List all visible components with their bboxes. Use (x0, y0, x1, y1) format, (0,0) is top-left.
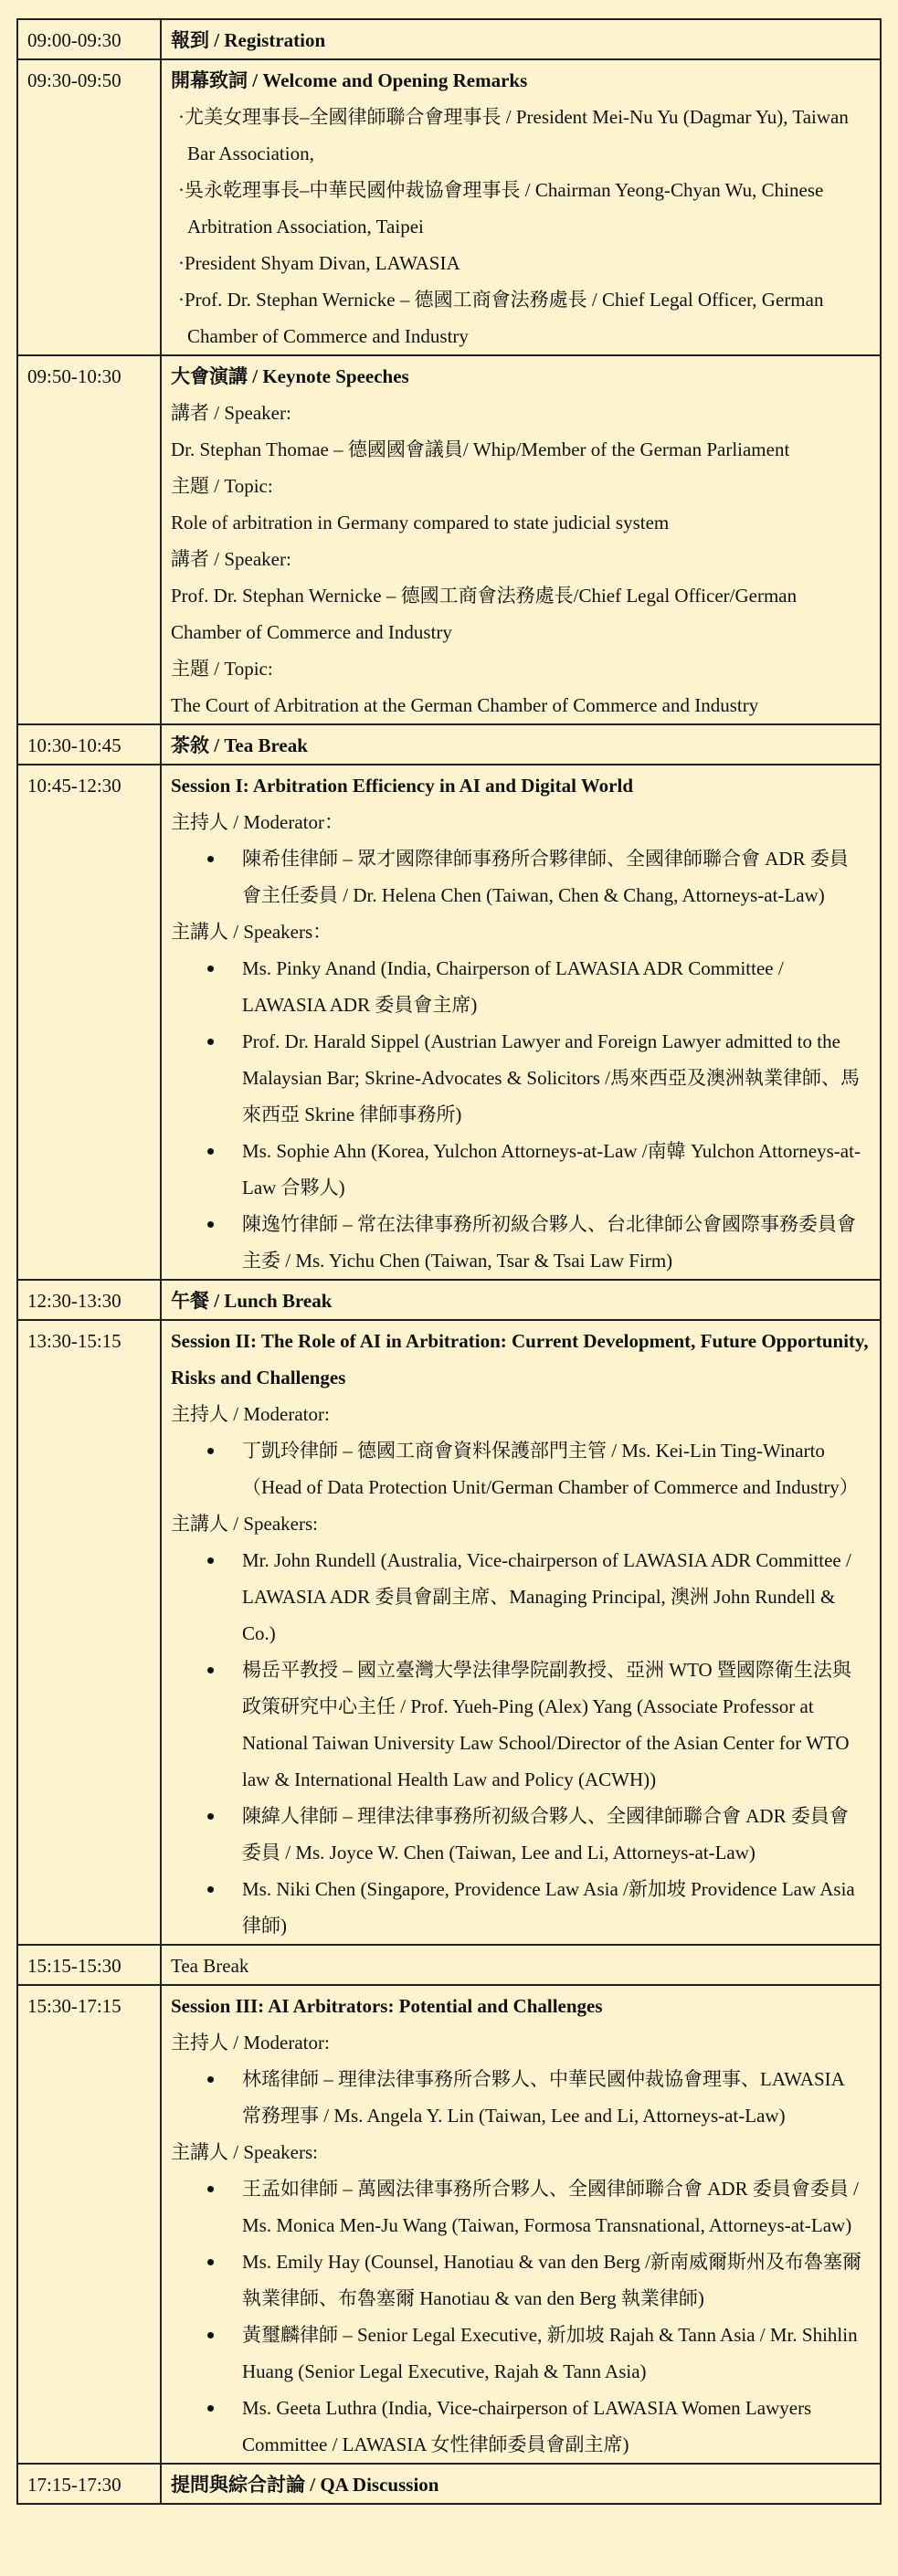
speaker-item: 王孟如律師 – 萬國法律事務所合夥人、全國律師聯合會 ADR 委員會委員 / Ms. Monica Men-Ju Wang (Taiwan, Formosa Transnational, Attorneys-at-Law) (242, 2170, 871, 2243)
speaker-item: Ms. Geeta Luthra (India, Vice-chairperson of LAWASIA Women Lawyers Committee / LAWASIA 女性律師委員會副主席) (242, 2390, 871, 2463)
session-details (161, 1945, 881, 1985)
speaker-item: 楊岳平教授 – 國立臺灣大學法律學院副教授、亞洲 WTO 暨國際衛生法與政策研究中心主任 / Prof. Yueh-Ping (Alex) Yang (Associate Professor at National Taiwan University Law School/Director of the Asian Center for WTO law & International Health Law and Policy (ACWH)) (242, 1652, 871, 1798)
speaker-item: Ms. Pinky Anand (India, Chairperson of LAWASIA ADR Committee / LAWASIA ADR 委員會主席) (242, 950, 871, 1023)
session-title: 午餐 / Lunch Break (171, 1290, 333, 1312)
session-details (161, 1985, 881, 2464)
session-title: Session III: AI Arbitrators: Potential and Challenges (171, 1995, 603, 2017)
keynote-line: Prof. Dr. Stephan Wernicke – 德國工商會法務處長/Chief Legal Officer/German Chamber of Commerce and Industry (171, 585, 798, 643)
agenda-row (17, 1945, 881, 1985)
time-slot: 12:30-13:30 (17, 1280, 161, 1320)
agenda-row (17, 355, 881, 724)
opening-remark-item: ·Prof. Dr. Stephan Wernicke – 德國工商會法務處長 / Chief Legal Officer, German Chamber of Commerce and Industry (178, 289, 824, 347)
opening-remark-item: ·President Shyam Divan, LAWASIA (178, 252, 460, 274)
session-details (161, 2464, 881, 2504)
moderator-label: 主持人 / Moderator: (171, 1403, 330, 1425)
session-title: Session I: Arbitration Efficiency in AI and Digital World (171, 775, 633, 797)
agenda-row (17, 724, 881, 765)
session-title: 報到 / Registration (171, 29, 326, 51)
agenda-row (17, 1985, 881, 2464)
speakers-label: 主講人 / Speakers: (171, 1513, 318, 1535)
opening-remark-item: ·吳永乾理事長–中華民國仲裁協會理事長 / Chairman Yeong-Chyan Wu, Chinese Arbitration Association, Taipei (178, 179, 824, 238)
speaker-item-list (171, 950, 871, 1279)
session-details (161, 59, 881, 355)
keynote-line: 主題 / Topic: (171, 475, 273, 497)
time-slot: 09:30-09:50 (17, 59, 161, 355)
moderator-item: 林瑤律師 – 理律法律事務所合夥人、中華民國仲裁協會理事、LAWASIA 常務理事 / Ms. Angela Y. Lin (Taiwan, Lee and Li, Attorneys-at-Law) (242, 2061, 871, 2134)
keynote-line: 主題 / Topic: (171, 658, 273, 680)
time-slot: 15:30-17:15 (17, 1985, 161, 2464)
time-slot: 13:30-15:15 (17, 1320, 161, 1945)
session-title: 茶敘 / Tea Break (171, 734, 308, 756)
speakers-label: 主講人 / Speakers： (171, 921, 333, 943)
time-slot: 09:00-09:30 (17, 19, 161, 59)
keynote-line: The Court of Arbitration at the German Chamber of Commerce and Industry (171, 694, 759, 716)
time-slot: 09:50-10:30 (17, 355, 161, 724)
keynote-line: Role of arbitration in Germany compared to state judicial system (171, 512, 670, 533)
moderator-item: 丁凱玲律師 – 德國工商會資料保護部門主管 / Ms. Kei-Lin Ting-Winarto （Head of Data Protection Unit/German Chamber of Commerce and Industry） (242, 1432, 871, 1505)
time-slot: 15:15-15:30 (17, 1945, 161, 1985)
speakers-label: 主講人 / Speakers: (171, 2141, 318, 2163)
session-title: Tea Break (171, 1955, 249, 1977)
moderator-label: 主持人 / Moderator: (171, 2032, 330, 2053)
agenda-row (17, 2464, 881, 2504)
keynote-line: 講者 / Speaker: (171, 402, 291, 424)
agenda-row (17, 19, 881, 59)
agenda-table (16, 18, 882, 2505)
session-details (161, 19, 881, 59)
speaker-item: Ms. Emily Hay (Counsel, Hanotiau & van den Berg /新南威爾斯州及布魯塞爾執業律師、布魯塞爾 Hanotiau & van den Berg 執業律師) (242, 2243, 871, 2317)
speaker-item-list (171, 1542, 871, 1944)
speaker-item: Ms. Niki Chen (Singapore, Providence Law Asia /新加坡 Providence Law Asia 律師) (242, 1871, 871, 1944)
opening-remark-item: ·尤美女理事長–全國律師聯合會理事長 / President Mei-Nu Yu (Dagmar Yu), Taiwan Bar Association, (178, 106, 849, 164)
keynote-line: Dr. Stephan Thomae – 德國國會議員/ Whip/Member of the German Parliament (171, 438, 790, 460)
speaker-item: Ms. Sophie Ahn (Korea, Yulchon Attorneys-at-Law /南韓 Yulchon Attorneys-at-Law 合夥人) (242, 1133, 871, 1206)
speaker-item: 黃璽麟律師 – Senior Legal Executive, 新加坡 Rajah & Tann Asia / Mr. Shihlin Huang (Senior Legal Executive, Rajah & Tann Asia) (242, 2317, 871, 2390)
session-title: 提問與綜合討論 / QA Discussion (171, 2474, 439, 2496)
session-details (161, 1280, 881, 1320)
session-details (161, 765, 881, 1280)
session-details (161, 724, 881, 765)
agenda-row (17, 1280, 881, 1320)
speaker-item: Mr. John Rundell (Australia, Vice-chairperson of LAWASIA ADR Committee / LAWASIA ADR 委員會副主席、Managing Principal, 澳洲 John Rundell & Co.) (242, 1542, 871, 1652)
time-slot: 10:30-10:45 (17, 724, 161, 765)
agenda-row (17, 59, 881, 355)
session-title: Session II: The Role of AI in Arbitration: Current Development, Future Opportunity, Risks and Challenges (171, 1330, 869, 1388)
moderator-item-list (171, 1432, 871, 1505)
moderator-item-list (171, 840, 871, 913)
moderator-item: 陳希佳律師 – 眾才國際律師事務所合夥律師、全國律師聯合會 ADR 委員會主任委員 / Dr. Helena Chen (Taiwan, Chen & Chang, Attorneys-at-Law) (242, 840, 871, 913)
session-title: 大會演講 / Keynote Speeches (171, 365, 409, 387)
speaker-item: 陳逸竹律師 – 常在法律事務所初級合夥人、台北律師公會國際事務委員會主委 / Ms. Yichu Chen (Taiwan, Tsar & Tsai Law Firm) (242, 1206, 871, 1279)
session-details (161, 1320, 881, 1945)
time-slot: 10:45-12:30 (17, 765, 161, 1280)
agenda-row (17, 765, 881, 1280)
speaker-item-list (171, 2170, 871, 2463)
agenda-row (17, 1320, 881, 1945)
speaker-item: 陳緯人律師 – 理律法律事務所初級合夥人、全國律師聯合會 ADR 委員會委員 / Ms. Joyce W. Chen (Taiwan, Lee and Li, Attorneys-at-Law) (242, 1798, 871, 1871)
keynote-line: 講者 / Speaker: (171, 548, 291, 570)
agenda-body (17, 19, 881, 2504)
session-title: 開幕致詞 / Welcome and Opening Remarks (171, 69, 528, 91)
moderator-label: 主持人 / Moderator： (171, 811, 343, 833)
time-slot: 17:15-17:30 (17, 2464, 161, 2504)
moderator-item-list (171, 2061, 871, 2134)
session-details (161, 355, 881, 724)
speaker-item: Prof. Dr. Harald Sippel (Austrian Lawyer and Foreign Lawyer admitted to the Malaysian Bar; Skrine-Advocates & Solicitors /馬來西亞及澳洲執業律師、馬來西亞 Skrine 律師事務所) (242, 1023, 871, 1133)
